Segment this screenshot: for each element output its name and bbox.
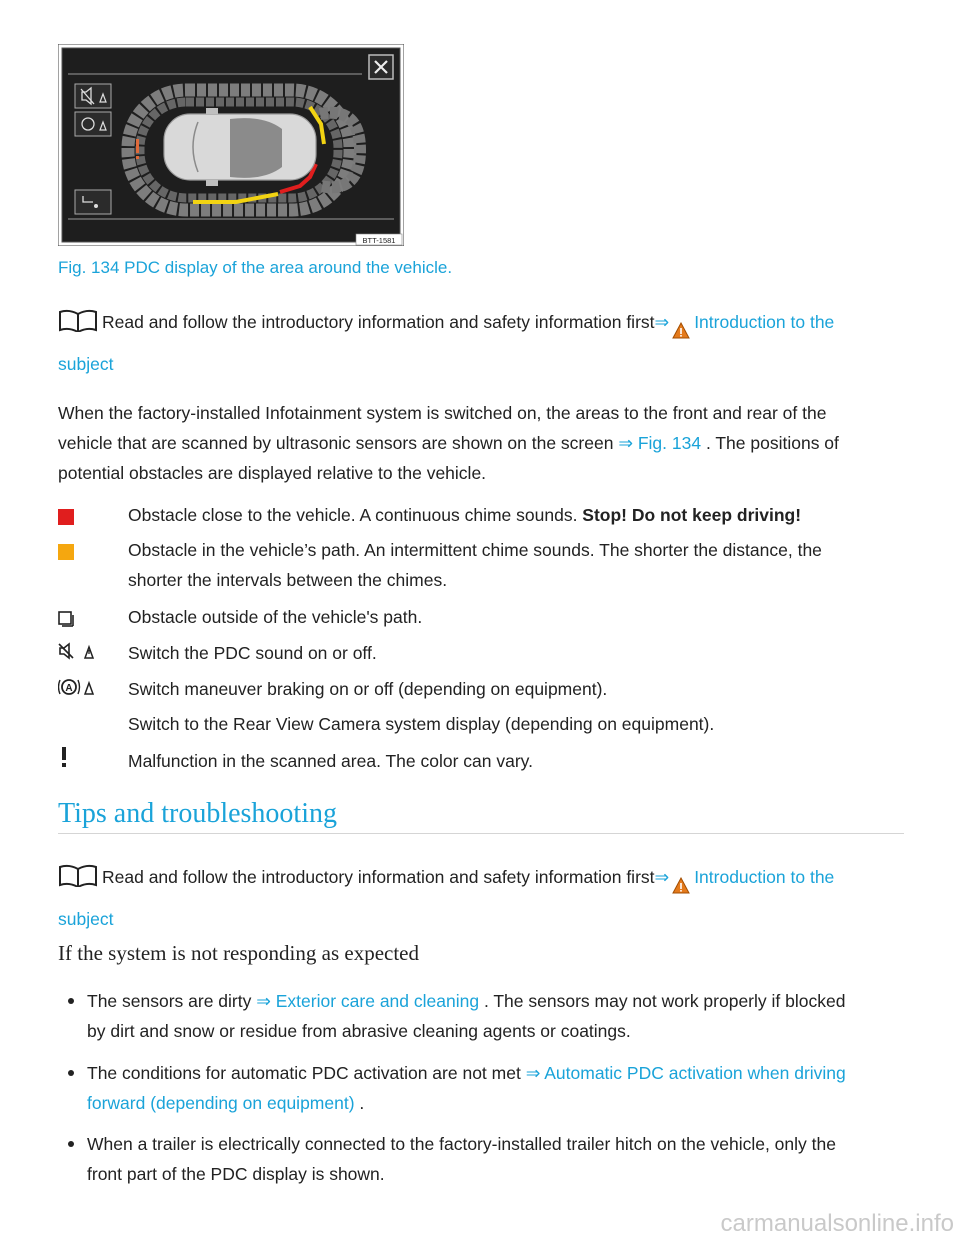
bullet-dot (68, 1141, 74, 1147)
watermark: carmanualsonline.info (720, 1210, 954, 1237)
bullet-text-cont: by dirt and snow or residue from abrasive cleaning agents or coatings. (87, 1021, 631, 1041)
bullet-text: The sensors are dirty (87, 991, 257, 1011)
warning-icon (672, 319, 690, 349)
subheading: If the system is not responding as expected (58, 941, 419, 965)
section-title: Tips and troubleshooting (58, 798, 337, 829)
body-line-2-end: . The positions of (701, 433, 839, 453)
section-intro-paragraph (58, 862, 908, 934)
svg-text:BTT-1581: BTT-1581 (362, 236, 396, 245)
section-intro-link-cont[interactable]: subject (58, 909, 114, 929)
book-icon (58, 308, 98, 341)
body-paragraph (58, 398, 908, 488)
fig-134-link[interactable]: ⇒ Fig. 134 (618, 433, 702, 453)
malfunction-marker (136, 139, 139, 159)
pdc-sound-button[interactable] (75, 84, 111, 108)
intro-link[interactable]: Introduction to the (694, 312, 835, 332)
empty-square-icon (58, 606, 74, 636)
section-intro-link[interactable]: Introduction to the (694, 867, 835, 887)
legend-text: Obstacle close to the vehicle. A continuous chime sounds. (128, 505, 583, 525)
book-icon (58, 863, 98, 896)
bullet-text-end: . (354, 1093, 365, 1113)
red-square-icon (58, 504, 74, 534)
auto-pdc-link-cont[interactable]: forward (depending on equipment) (87, 1093, 355, 1113)
intro-paragraph (58, 307, 908, 379)
body-line-2: vehicle that are scanned by ultrasonic sensors are shown on the screen (58, 433, 619, 453)
sound-off-icon (58, 640, 98, 670)
bullet-dot (68, 998, 74, 1004)
vehicle-top-view (164, 108, 316, 186)
pdc-display-illustration (58, 44, 404, 246)
section-intro-text: Read and follow the introductory information and safety information first (102, 867, 655, 887)
intro-link-cont[interactable]: subject (58, 354, 114, 374)
exterior-care-link[interactable]: ⇒ Exterior care and cleaning (256, 991, 480, 1011)
legend-text: Obstacle outside of the vehicle's path. (128, 607, 423, 627)
section-divider (58, 833, 904, 834)
pdc-display-figure (58, 44, 404, 246)
orange-square-icon (58, 539, 74, 569)
legend-text: Malfunction in the scanned area. The color can vary. (128, 751, 533, 771)
bullet-text-cont: front part of the PDC display is shown. (87, 1164, 385, 1184)
maneuver-braking-button[interactable] (75, 112, 111, 136)
bullet-text: When a trailer is electrically connected to the factory-installed trailer hitch on the vehicle, only the (87, 1134, 836, 1154)
svg-text:A: A (65, 683, 73, 694)
body-line-3: potential obstacles are displayed relative to the vehicle. (58, 463, 487, 483)
intro-text: Read and follow the introductory information and safety information first (102, 312, 655, 332)
legend-warning-bold: Stop! Do not keep driving! (582, 505, 802, 525)
legend-text: Switch to the Rear View Camera system display (depending on equipment). (128, 714, 715, 734)
auto-pdc-link[interactable]: ⇒ Automatic PDC activation when driving (525, 1063, 846, 1083)
intro-arrow[interactable]: ⇒ (654, 312, 670, 332)
figure-caption: Fig. 134 PDC display of the area around the vehicle. (58, 258, 453, 277)
legend-text: Switch the PDC sound on or off. (128, 643, 377, 663)
legend-text-cont: shorter the intervals between the chimes. (128, 570, 448, 590)
close-icon[interactable] (369, 55, 393, 79)
figure-badge (356, 234, 402, 245)
body-line-1: When the factory-installed Infotainment system is switched on, the areas to the front and rear of the (58, 403, 827, 423)
section-intro-arrow[interactable]: ⇒ (654, 867, 670, 887)
maneuver-braking-icon (58, 676, 98, 706)
exclamation-icon (60, 747, 68, 778)
bullet-text: The conditions for automatic PDC activation are not met (87, 1063, 526, 1083)
legend-text: Switch maneuver braking on or off (depending on equipment). (128, 679, 608, 699)
bullet-dot (68, 1070, 74, 1076)
rear-camera-button[interactable] (75, 190, 111, 214)
warning-icon (672, 874, 690, 904)
bullet-text-end: . The sensors may not work properly if blocked (479, 991, 846, 1011)
legend-text: Obstacle in the vehicle’s path. An intermittent chime sounds. The shorter the distance, the (128, 540, 822, 560)
